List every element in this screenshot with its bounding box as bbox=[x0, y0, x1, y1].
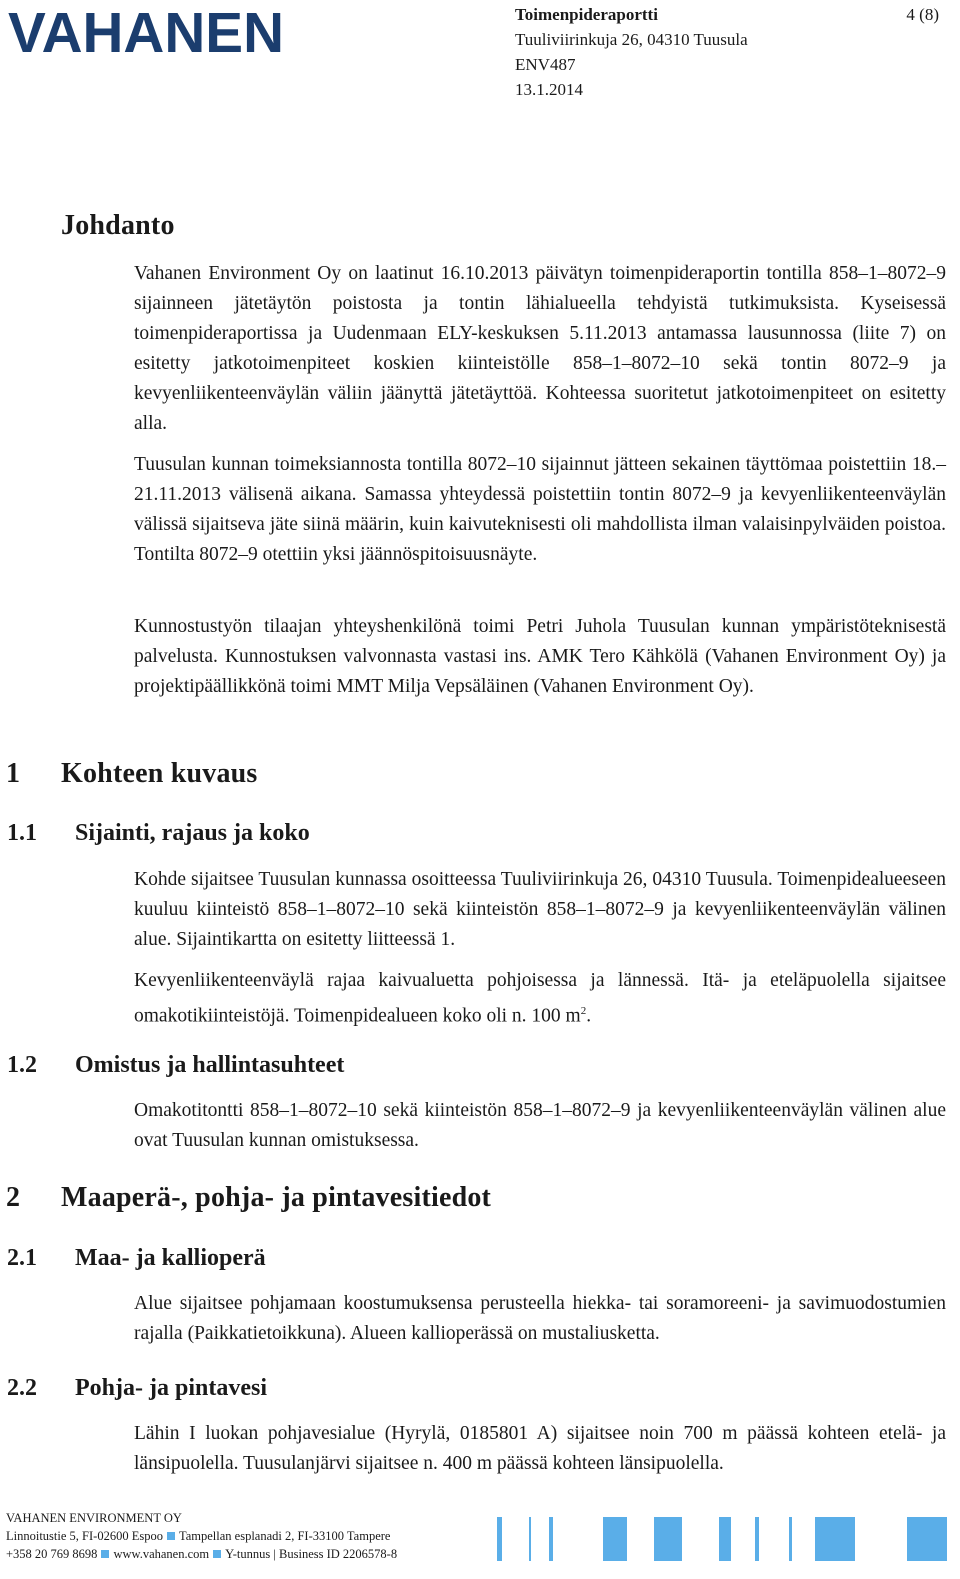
footer-contacts bbox=[6, 1545, 397, 1563]
footer-phone: +358 20 769 8698 bbox=[6, 1547, 98, 1561]
section-number: 1 bbox=[6, 758, 21, 789]
section-title: Maaperä-, pohja- ja pintavesitiedot bbox=[61, 1182, 492, 1213]
footer-company: VAHANEN ENVIRONMENT OY bbox=[6, 1511, 182, 1525]
site-address: Tuuliviirinkuja 26, 04310 Tuusula bbox=[515, 30, 748, 49]
square-bullet-icon bbox=[213, 1550, 221, 1558]
page-header bbox=[515, 2, 945, 102]
footer-business-id: Y-tunnus | Business ID 2206578-8 bbox=[225, 1547, 398, 1561]
section-title: Pohja- ja pintavesi bbox=[75, 1375, 267, 1401]
section-number: 2 bbox=[6, 1182, 21, 1213]
heading-section-2 bbox=[6, 1182, 492, 1214]
location-paragraph-2-text: Kevyenliikenteenväylä rajaa kaivualuetta pohjoisessa ja lännessä. Itä- ja eteläpuolella sijaitsee omakotikiinteistöjä. Toimenpidealueen koko oli n. 100 m bbox=[134, 970, 946, 1027]
footer-website[interactable]: www.vahanen.com bbox=[113, 1547, 210, 1561]
heading-section-1-1 bbox=[7, 820, 310, 847]
location-paragraph-2 bbox=[134, 966, 946, 1032]
section-number: 1.1 bbox=[7, 820, 37, 846]
section-title: Omistus ja hallintasuhteet bbox=[75, 1052, 345, 1078]
page-footer bbox=[6, 1509, 397, 1563]
location-paragraph-2-end: . bbox=[586, 1005, 592, 1027]
vahanen-logo bbox=[8, 4, 288, 60]
section-number: 2.2 bbox=[7, 1375, 37, 1401]
square-bullet-icon bbox=[167, 1532, 175, 1540]
section-title: Sijainti, rajaus ja koko bbox=[75, 820, 310, 846]
heading-section-2-1 bbox=[7, 1245, 266, 1272]
svg-text:VAHANEN: VAHANEN bbox=[8, 4, 284, 60]
superscript: 2 bbox=[580, 1005, 587, 1017]
footer-address-tampere: Tampellan esplanadi 2, FI-33100 Tampere bbox=[178, 1529, 391, 1543]
heading-intro: Johdanto bbox=[61, 210, 175, 241]
location-paragraph-1: Kohde sijaitsee Tuusulan kunnassa osoitteessa Tuuliviirinkuja 26, 04310 Tuusula. Toimenpidealueeseen kuuluu kiinteistö 858–1–8072–10 sekä kiinteistön 858–1–8072–9 ja kevyenliikenteenväylän välinen alue. Sijaintikartta on esitetty liitteessä 1. bbox=[134, 869, 946, 950]
decorative-stripes-graphic bbox=[497, 1517, 947, 1561]
intro-paragraph-2: Tuusulan kunnan toimeksiannosta tontilla 8072–10 sijainnut jätteen sekainen täyttömaa poistettiin 18.–21.11.2013 välisenä aikana. Samassa yhteydessä poistettiin tontin 8072–9 ja kevyenliikenteenväylän välissä sijaitseva jäte siinä määrin, kuin kaivuteknisesti oli mahdollista ilman valaisinpylväiden poistoa. Tontilta 8072–9 otettiin yksi jäännöspitoisuusnäyte. bbox=[134, 454, 946, 565]
report-date: 13.1.2014 bbox=[515, 80, 583, 99]
section-title: Kohteen kuvaus bbox=[61, 758, 258, 789]
heading-section-1 bbox=[6, 758, 258, 790]
intro-paragraph-3: Kunnostustyön tilaajan yhteyshenkilönä toimi Petri Juhola Tuusulan kunnan ympäristöteknisestä palvelusta. Kunnostuksen valvonnasta vastasi ins. AMK Tero Kähkölä (Vahanen Environment Oy) ja projektipäällikkönä toimi MMT Milja Vepsäläinen (Vahanen Environment Oy). bbox=[134, 616, 946, 697]
heading-section-2-2 bbox=[7, 1375, 267, 1402]
project-code: ENV487 bbox=[515, 55, 576, 74]
footer-addresses bbox=[6, 1527, 397, 1545]
footer-address-espoo: Linnoitustie 5, FI-02600 Espoo bbox=[6, 1529, 163, 1543]
section-title: Maa- ja kallioperä bbox=[75, 1245, 266, 1271]
section-number: 1.2 bbox=[7, 1052, 37, 1078]
groundwater-paragraph: Lähin I luokan pohjavesialue (Hyrylä, 0185801 A) sijaitsee noin 700 m päässä kohteen etelä- ja länsipuolella. Tuusulanjärvi sijaitsee n. 400 m päässä kohteen länsipuolella. bbox=[134, 1423, 946, 1474]
section-number: 2.1 bbox=[7, 1245, 37, 1271]
heading-section-1-2 bbox=[7, 1052, 345, 1079]
square-bullet-icon bbox=[101, 1550, 109, 1558]
ownership-paragraph: Omakotitontti 858–1–8072–10 sekä kiinteistön 858–1–8072–9 ja kevyenliikenteenväylän välinen alue ovat Tuusulan kunnan omistuksessa. bbox=[134, 1100, 946, 1151]
report-title: Toimenpideraportti bbox=[515, 5, 658, 24]
page-number: 4 (8) bbox=[906, 5, 939, 24]
intro-paragraph-1: Vahanen Environment Oy on laatinut 16.10.2013 päivätyn toimenpideraportin tontilla 858–1–8072–9 sijainneen jätetäytön poistosta ja tontin lähialueella tehdyistä tutkimuksista. Kyseisessä toimenpideraportissa ja Uudenmaan ELY-keskuksen 5.11.2013 antamassa lausunnossa (liite 7) on esitetty jatkotoimenpiteet koskien kiinteistölle 858–1–8072–10 sekä tontin 8072–9 ja kevyenliikenteenväylän väliin jäänyttä jätetäyttöä. Kohteessa suoritetut jatkotoimenpiteet on esitetty alla. bbox=[134, 263, 946, 434]
soil-paragraph: Alue sijaitsee pohjamaan koostumuksensa perusteella hiekka- tai soramoreeni- ja savimuodostumien rajalla (Paikkatietoikkuna). Alueen kallioperässä on mustaliusketta. bbox=[134, 1293, 946, 1344]
